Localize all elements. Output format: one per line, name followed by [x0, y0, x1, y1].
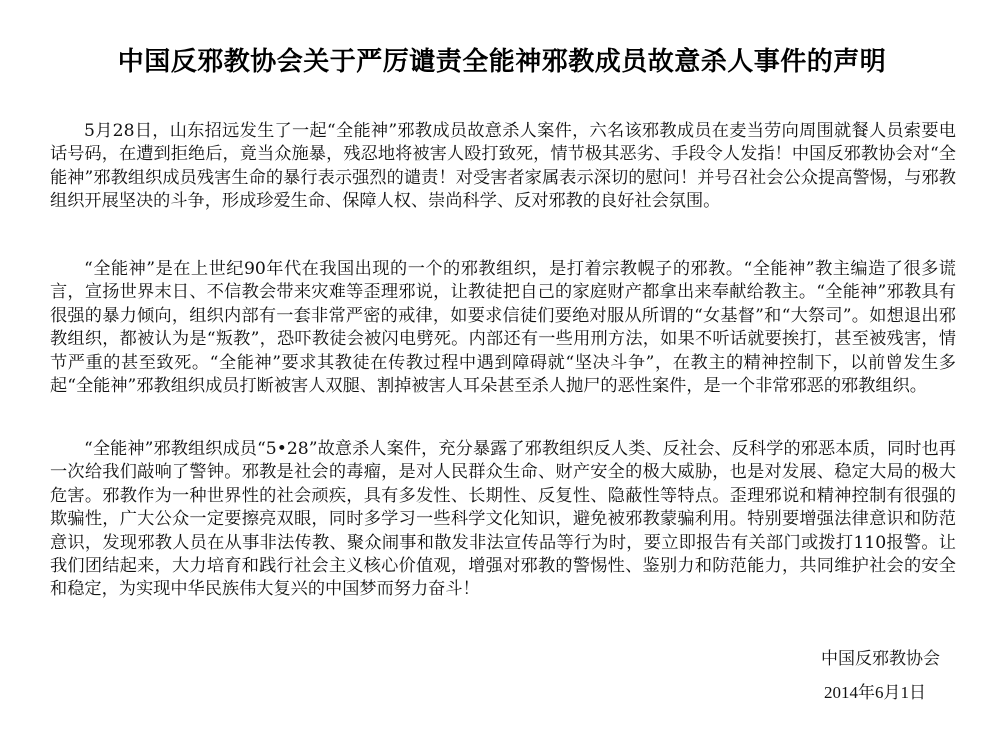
- paragraph-2: “全能神”是在上世纪90年代在我国出现的一个的邪教组织，是打着宗教幌子的邪教。“全能神”教主编造了很多谎言，宣扬世界末日、不信教会带来灾难等歪理邪说，让教徒把自己的家庭财产都拿出来奉献给教主。“全能神”邪教具有很强的暴力倾向，组织内部有一套非常严密的戒律，如要求信徒们要绝对服从所谓的“女基督”和“大祭司”。如想退出邪教组织，都被认为是“叛教”，恐吓教徒会被闪电劈死。内部还有一些用刑方法，如果不听话就要挨打，甚至被残害，情节严重的甚至致死。“全能神”要求其教徒在传教过程中遇到障碍就“坚决斗争”，在教主的精神控制下，以前曾发生多起“全能神”邪教组织成员打断被害人双腿、割掉被害人耳朵甚至杀人抛尸的恶性案件，是一个非常邪恶的邪教组织。: [50, 259, 956, 397]
- document-title: 中国反邪教协会关于严厉谴责全能神邪教成员故意杀人事件的声明: [117, 47, 887, 77]
- signature-organization: 中国反邪教协会: [821, 649, 940, 669]
- paragraph-1: 5月28日，山东招远发生了一起“全能神”邪教成员故意杀人案件，六名该邪教成员在麦当劳向周围就餐人员索要电话号码，在遭到拒绝后，竟当众施暴，残忍地将被害人殴打致死，情节极其恶劣、手段令人发指！中国反邪教协会对“全能神”邪教组织成员残害生命的暴行表示强烈的谴责！对受害者家属表示深切的慰问！并号召社会公众提高警惕，与邪教组织开展坚决的斗争，形成珍爱生命、保障人权、崇尚科学、反对邪教的良好社会氛围。: [50, 121, 956, 212]
- paragraph-3: “全能神”邪教组织成员“5•28”故意杀人案件，充分暴露了邪教组织反人类、反社会、反科学的邪恶本质，同时也再一次给我们敲响了警钟。邪教是社会的毒瘤，是对人民群众生命、财产安全的极大威胁，也是对发展、稳定大局的极大危害。邪教作为一种世界性的社会顽疾，具有多发性、长期性、反复性、隐蔽性等特点。歪理邪说和精神控制有很强的欺骗性，广大公众一定要擦亮双眼，同时多学习一些科学文化知识，避免被邪教蒙骗利用。特别要增强法律意识和防范意识，发现邪教人员在从事非法传教、聚众闹事和散发非法宣传品等行为时，要立即报告有关部门或拨打110报警。让我们团结起来，大力培育和践行社会主义核心价值观，增强对邪教的警惕性、鉴别力和防范能力，共同维护社会的安全和稳定，为实现中华民族伟大复兴的中国梦而努力奋斗！: [50, 439, 956, 600]
- signature-date: 2014年6月1日: [824, 683, 926, 702]
